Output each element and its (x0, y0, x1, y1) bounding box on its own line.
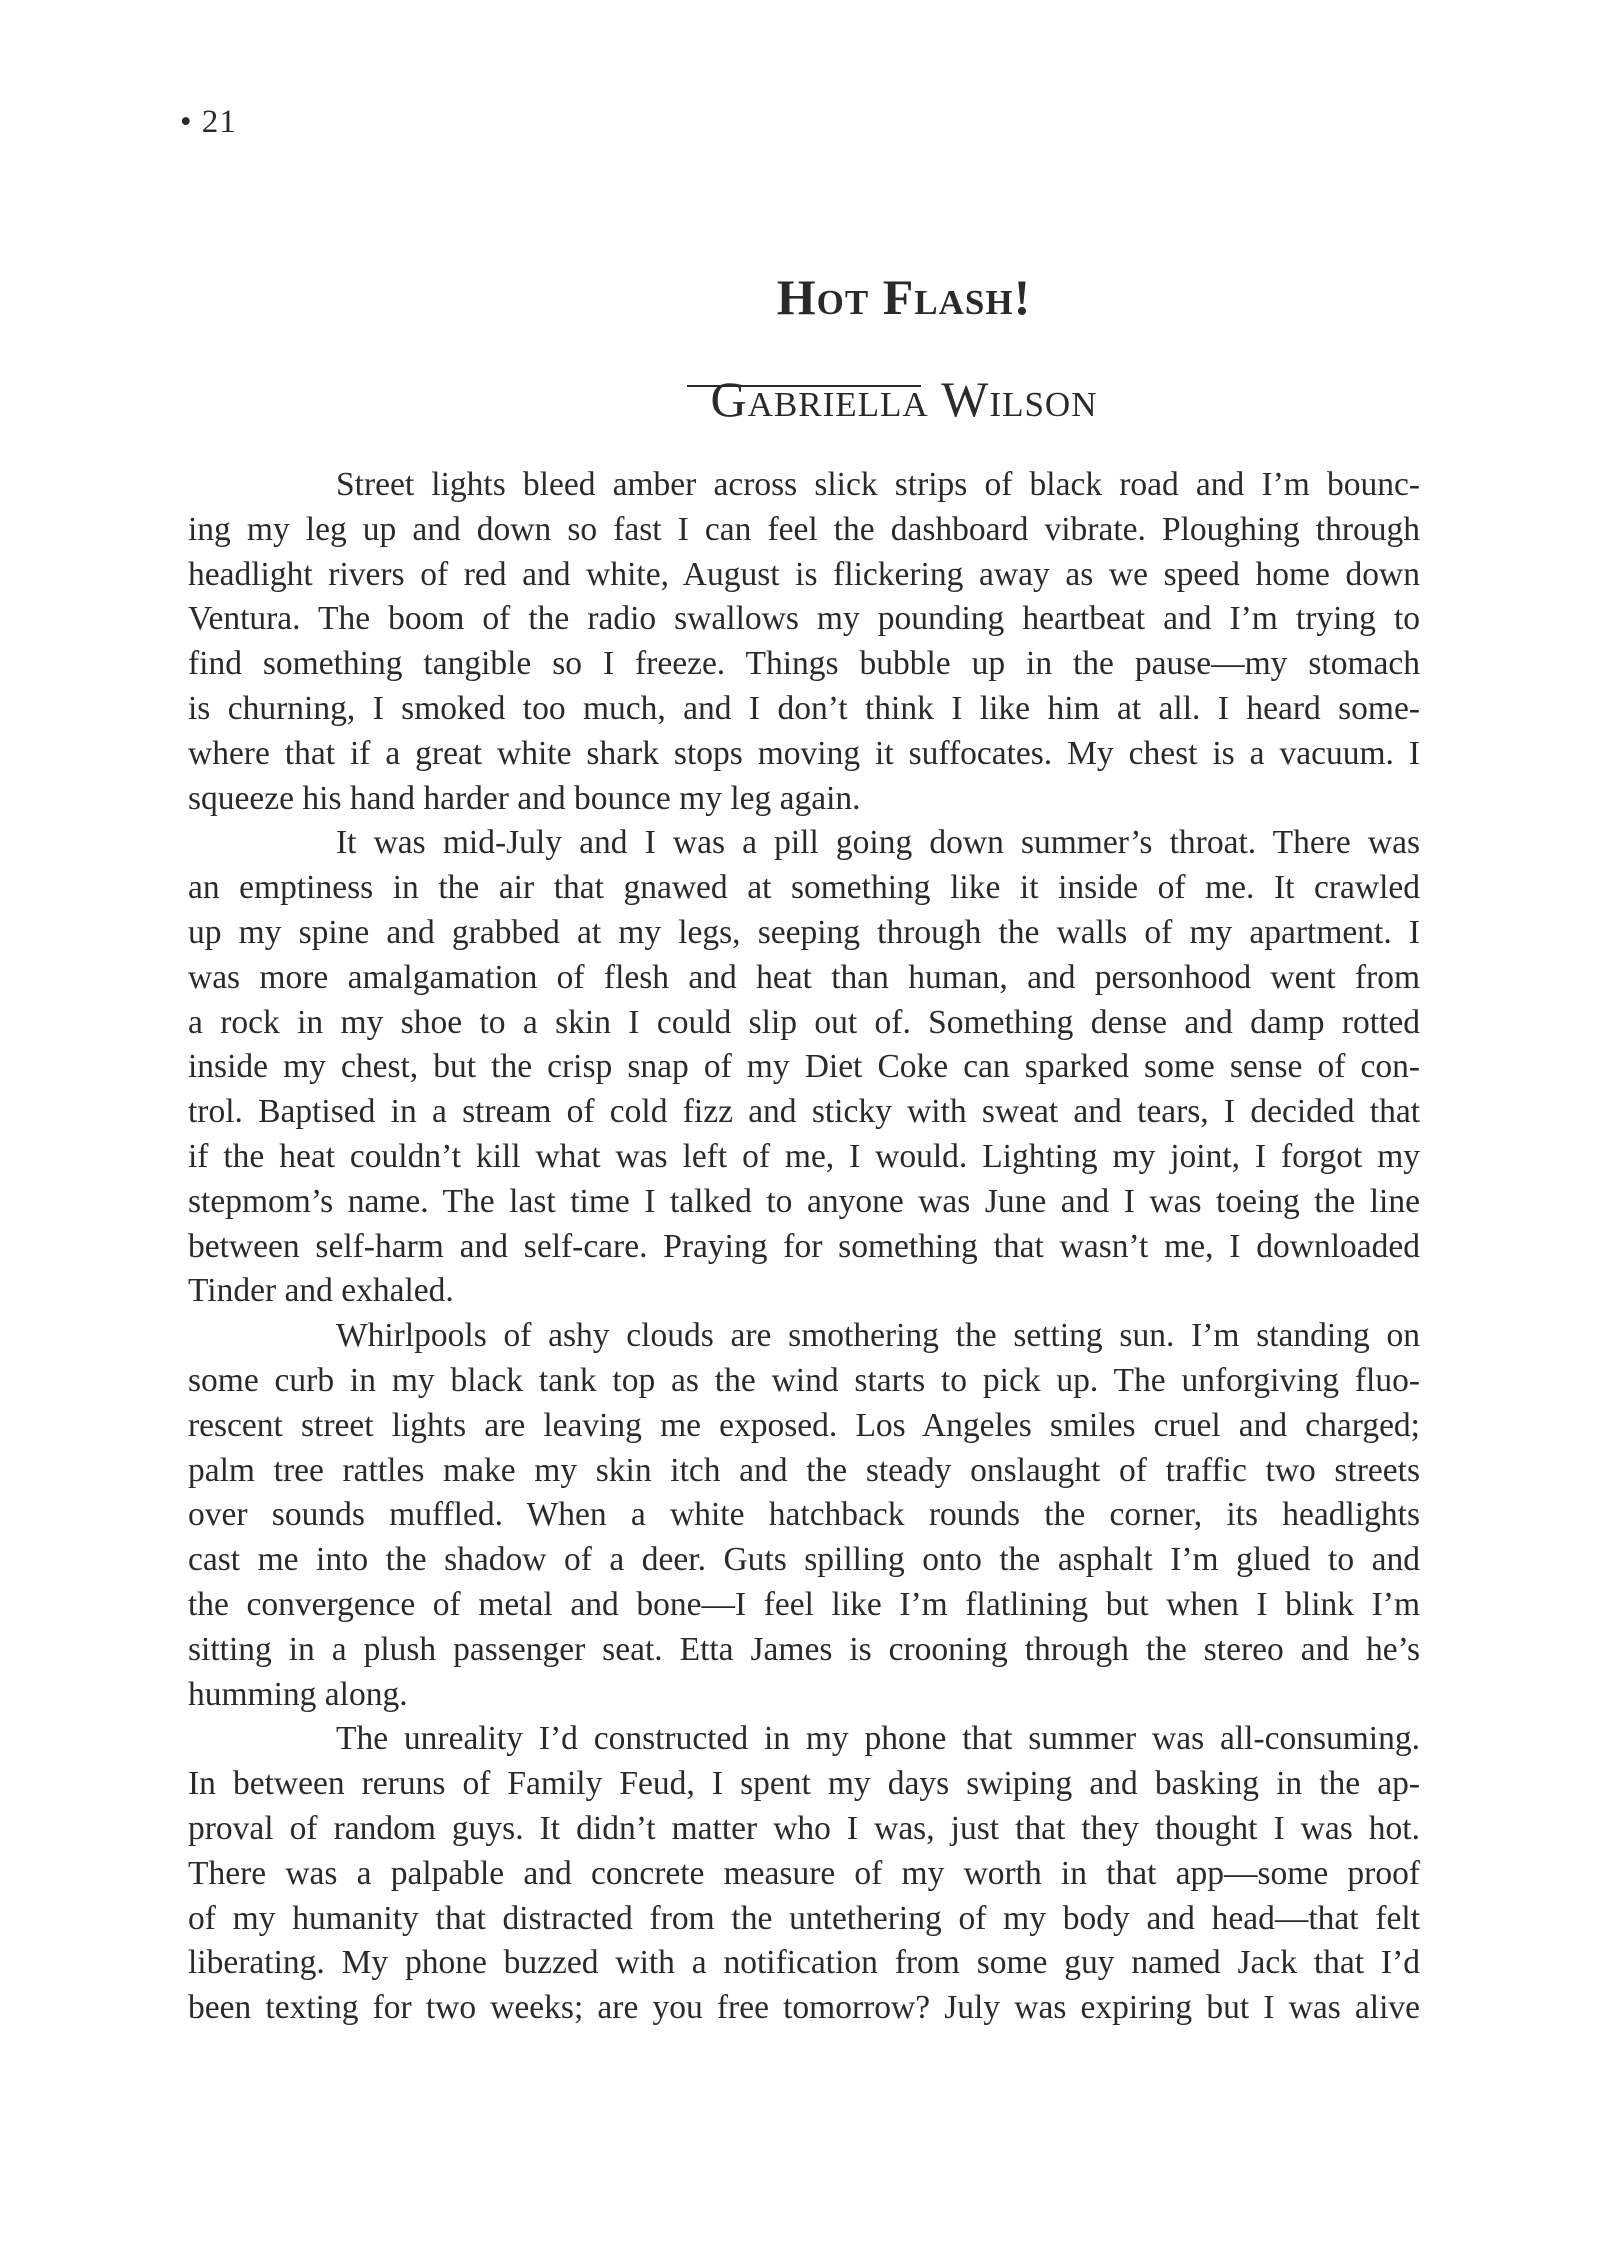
body-line: squeeze his hand harder and bounce my leg again. (188, 779, 861, 817)
body-line: Tinder and exhaled. (188, 1272, 454, 1310)
story-title: Hot Flash! (776, 269, 1032, 325)
page-number: • 21 (180, 104, 237, 140)
body-line: where that if a great white shark stops moving it suffocates. My chest is a vacuum. I (188, 734, 1420, 772)
body-line: The unreality I’d constructed in my phone that summer was all-consuming. (336, 1720, 1420, 1758)
body-line: There was a palpable and concrete measure of my worth in that app—some proof (188, 1854, 1420, 1892)
body-line: if the heat couldn’t kill what was left of me, I would. Lighting my joint, I forgot my (188, 1137, 1420, 1175)
body-line: was more amalgamation of flesh and heat than human, and personhood went from (188, 958, 1420, 996)
body-line: inside my chest, but the crisp snap of my Diet Coke can sparked some sense of con- (188, 1048, 1420, 1086)
body-line: stepmom’s name. The last time I talked to anyone was June and I was toeing the line (188, 1182, 1420, 1220)
author-name: Gabriella Wilson (710, 371, 1098, 427)
body-line: is churning, I smoked too much, and I don’t think I like him at all. I heard some- (188, 689, 1420, 727)
body-line: been texting for two weeks; are you free tomorrow? July was expiring but I was alive (188, 1989, 1420, 2027)
body-line: liberating. My phone buzzed with a notification from some guy named Jack that I’d (188, 1944, 1420, 1982)
story-body (188, 463, 1420, 2031)
body-line: sitting in a plush passenger seat. Etta James is crooning through the stereo and he’s (188, 1630, 1420, 1668)
body-line: humming along. (188, 1675, 408, 1713)
body-line: proval of random guys. It didn’t matter who I was, just that they thought I was hot. (188, 1809, 1420, 1847)
body-line: a rock in my shoe to a skin I could slip out of. Something dense and damp rotted (188, 1003, 1420, 1041)
body-line: over sounds muffled. When a white hatchback rounds the corner, its headlights (188, 1496, 1420, 1534)
body-line: find something tangible so I freeze. Things bubble up in the pause—my stomach (188, 645, 1420, 683)
body-line: between self-harm and self-care. Praying for something that wasn’t me, I downloaded (188, 1227, 1420, 1265)
body-line: of my humanity that distracted from the untethering of my body and head—that felt (188, 1899, 1420, 1937)
body-line: palm tree rattles make my skin itch and the steady onslaught of traffic two streets (188, 1451, 1420, 1489)
body-line: In between reruns of Family Feud, I spent my days swiping and basking in the ap- (188, 1765, 1420, 1803)
body-line: cast me into the shadow of a deer. Guts spilling onto the asphalt I’m glued to and (188, 1541, 1420, 1579)
body-line: Street lights bleed amber across slick strips of black road and I’m bounc- (336, 466, 1420, 503)
body-line: rescent street lights are leaving me exposed. Los Angeles smiles cruel and charged; (188, 1406, 1420, 1444)
body-line: some curb in my black tank top as the wind starts to pick up. The unforgiving fluo- (188, 1361, 1420, 1399)
body-line: the convergence of metal and bone—I feel like I’m flatlining but when I blink I’m (188, 1585, 1420, 1623)
body-line: headlight rivers of red and white, August is flickering away as we speed home down (188, 555, 1420, 593)
body-line: Ventura. The boom of the radio swallows my pounding heartbeat and I’m trying to (188, 600, 1420, 638)
body-line: ing my leg up and down so fast I can feel the dashboard vibrate. Ploughing through (188, 510, 1420, 548)
body-line: Whirlpools of ashy clouds are smothering the setting sun. I’m standing on (336, 1317, 1420, 1355)
body-line: an emptiness in the air that gnawed at something like it inside of me. It crawled (188, 869, 1420, 907)
body-line: trol. Baptised in a stream of cold fizz and sticky with sweat and tears, I decided that (188, 1093, 1420, 1131)
body-line: It was mid-July and I was a pill going down summer’s throat. There was (336, 824, 1420, 862)
body-line: up my spine and grabbed at my legs, seeping through the walls of my apartment. I (188, 913, 1420, 951)
